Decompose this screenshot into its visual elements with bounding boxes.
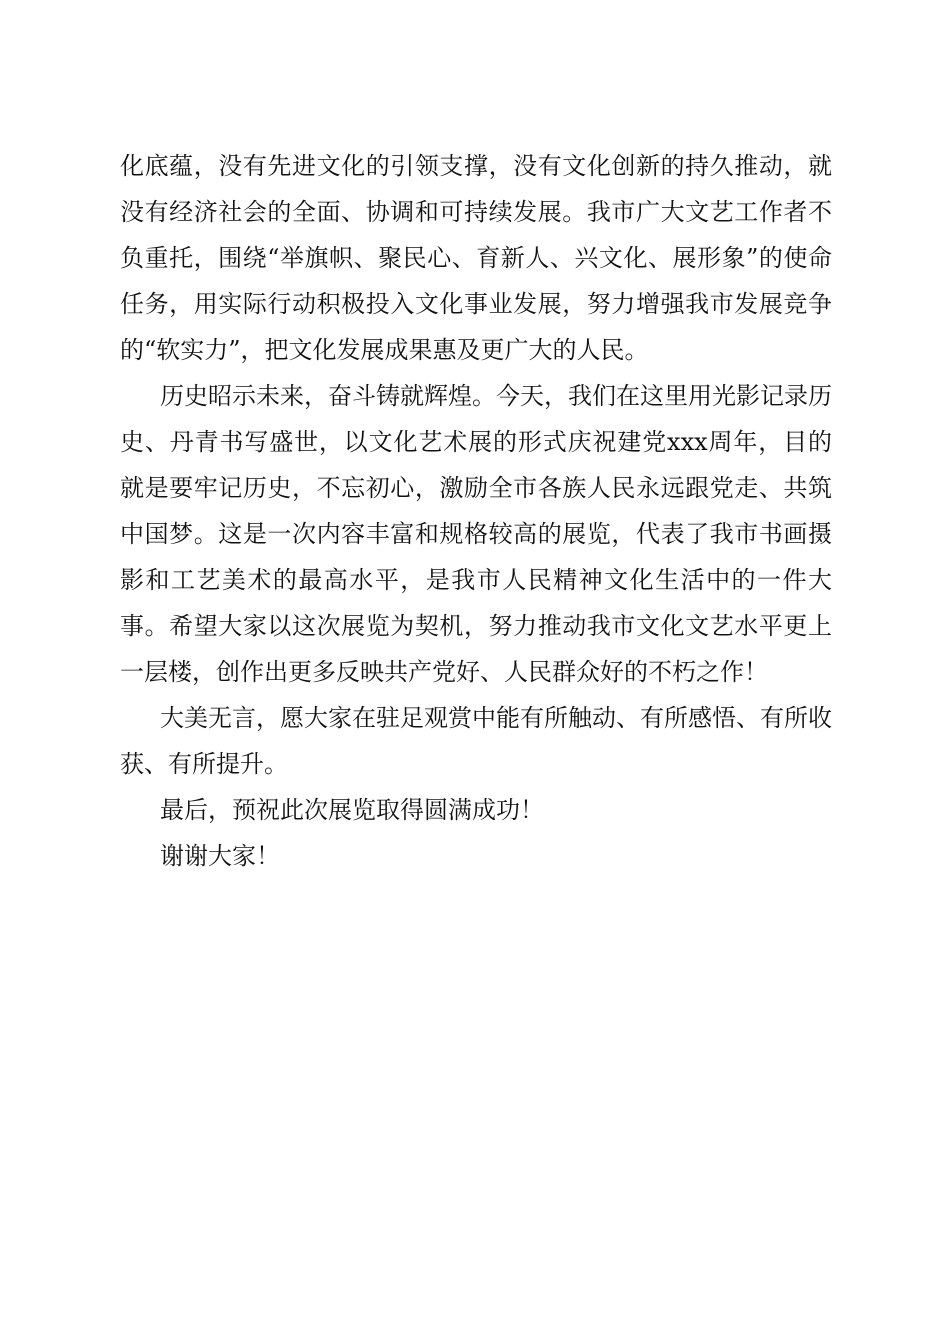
paragraph-history: 历史昭示未来，奋斗铸就辉煌。今天，我们在这里用光影记录历史、丹青书写盛世，以文化艺术展的形式庆祝建党xxx周年，目的就是要牢记历史，不忘初心，激励全市各族人民永远跟党走、共筑中国梦。这是一次内容丰富和规格较高的展览，代表了我市书画摄影和工艺美术的最高水平，是我市人民精神文化生活中的一件大事。希望大家以这次展览为契机，努力推动我市文化文艺水平更上一层楼，创作出更多反映共产党好、人民群众好的不朽之作！	[120, 382, 832, 686]
paragraph-thanks: 谢谢大家！	[160, 842, 280, 870]
document-body	[120, 143, 832, 879]
paragraph-continuation: 化底蕴，没有先进文化的引领支撑，没有文化创新的持久推动，就没有经济社会的全面、协调和可持续发展。我市广大文艺工作者不负重托，围绕“举旗帜、聚民心、育新人、兴文化、展形象”的使命任务，用实际行动积极投入文化事业发展，努力增强我市发展竞争的“软实力”，把文化发展成果惠及更广大的人民。	[120, 152, 832, 364]
paragraph-closing: 最后，预祝此次展览取得圆满成功！	[160, 796, 544, 824]
paragraph-wishes: 大美无言，愿大家在驻足观赏中能有所触动、有所感悟、有所收获、有所提升。	[120, 704, 832, 778]
